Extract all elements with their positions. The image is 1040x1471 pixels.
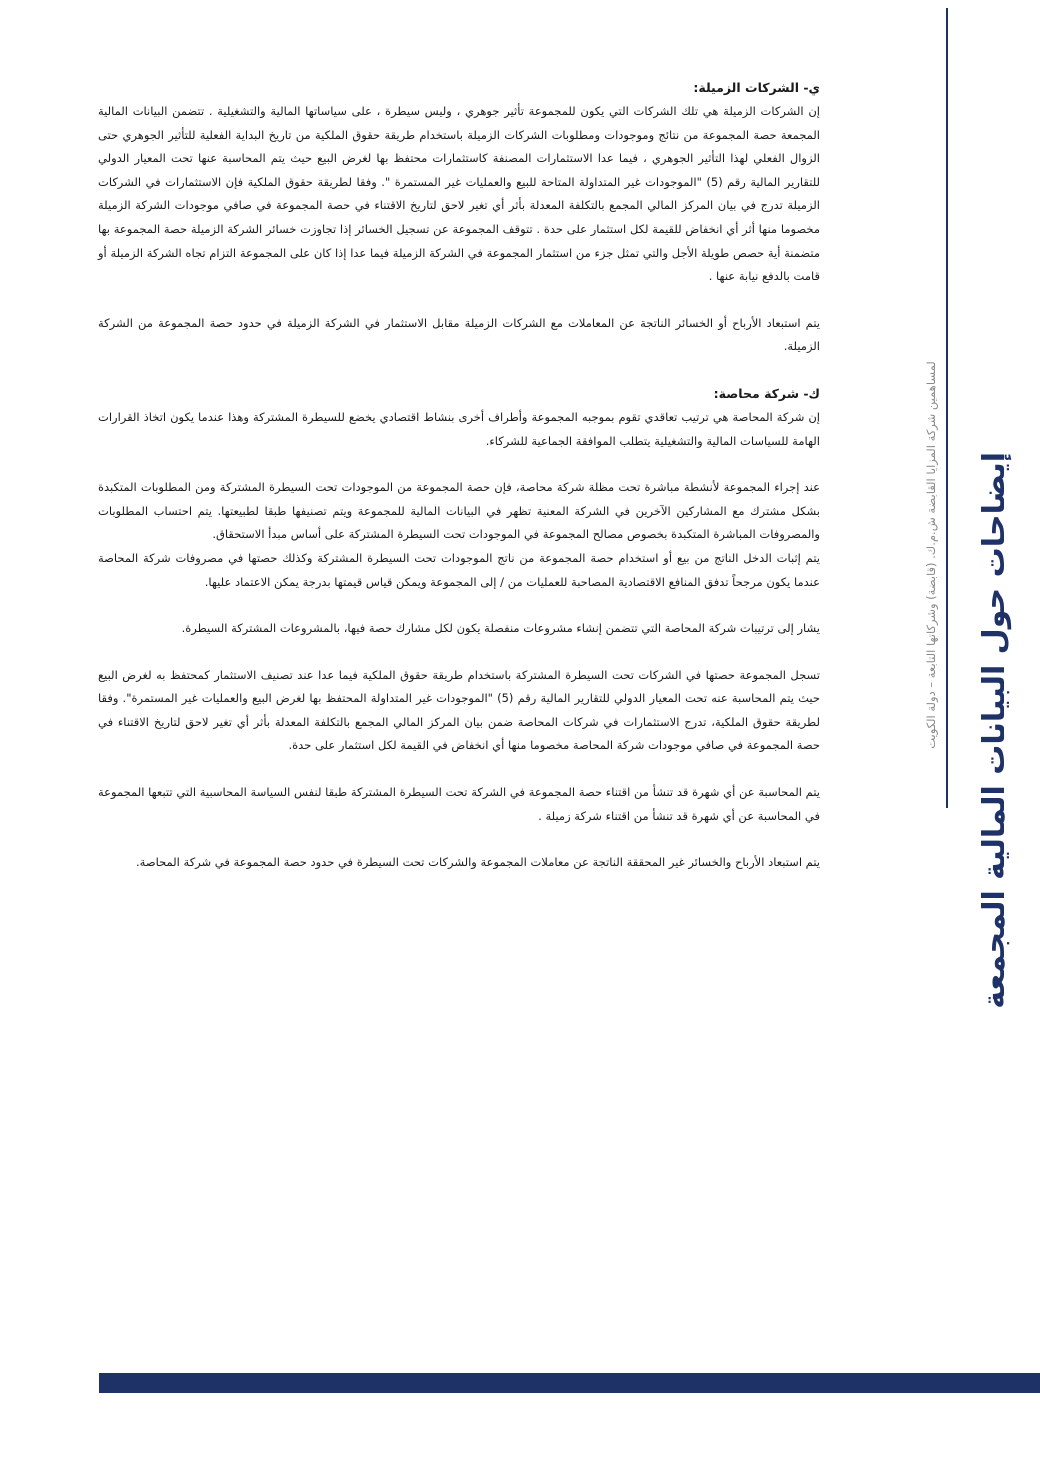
heading-associates: ي- الشركات الزميلة: xyxy=(693,80,820,95)
heading-joint-venture: ك- شركة محاصة: xyxy=(713,385,820,401)
paragraph-associates-1: إن الشركات الزميلة هي تلك الشركات التي يكون للمجموعة تأثير جوهري ، وليس سيطرة ، على سياساتها المالية والتشغيلية . تتضمن البيانات المالية المجمعة حصة المجموعة من نتائج وموجودات ومطلوبات الشركات الزميلة باستخدام طريقة حقوق الملكية من تاريخ البداية الفعلية للتأثير الجوهري حتى الزوال الفعلي لهذا التأثير الجوهري ، فيما عدا الاستثمارات المصنفة كاستثمارات محتفظ بها لغرض البيع حيث يتم المحاسبة عنها تحت المعيار الدولي للتقارير المالية رقم (5) "الموجودات غير المتداولة المتاحة للبيع والعمليات غير المستمرة ". وفقا لطريقة حقوق الملكية فإن الاستثمارات في الشركات الزميلة تدرج في بيان المركز المالي المجمع بالتكلفة المعدلة بأثر أي تغير لاحق لتاريخ الاقتناء في حصة المجموعة في صافي موجودات الشركة الزميلة مخصوما منها أثر أي انخفاض للقيمة لكل استثمار على حدة . تتوقف المجموعة عن تسجيل الخسائر إذا تجاوزت خسائر الشركة الزميلة حصة المجموعة بها متضمنة أية حصص طويلة الأجل والتي تمثل جزء من استثمار المجموعة في الشركة الزميلة فيما عدا إذا كان على المجموعة التزام تجاه الشركة الزميلة أو قامت بالدفع نيابة عنها . xyxy=(98,104,821,284)
paragraph-jv-6: يتم المحاسبة عن أي شهرة قد تنشأ من اقتناء حصة المجموعة في الشركة تحت السيطرة المشتركة طبقا لنفس السياسة المحاسبية التي تتبعها المجموعة في المحاسبة عن أي شهرة قد تنشأ من اقتناء شركة زميلة . xyxy=(98,785,820,823)
paragraph-jv-2: عند إجراء المجموعة لأنشطة مباشرة تحت مظلة شركة محاصة، فإن حصة المجموعة من الموجودات تحت السيطرة المشتركة ومن المطلوبات المتكبدة بشكل مشترك مع المشاركين الآخرين في الشركة المعنية تظهر في البيانات المالية للمجموعة ويتم تصنيفها طبقا لطبيعتها. يتم احتساب المطلوبات والمصروفات المباشرة المتكبدة بخصوص مصالح المجموعة في الموجودات تحت السيطرة المشتركة على أساس مبدأ الاستحقاق. xyxy=(98,480,820,542)
paragraph-jv-3: يتم إثبات الدخل الناتج من بيع أو استخدام حصة المجموعة من ناتج الموجودات تحت السيطرة المشتركة وكذلك حصتها في مصروفات شركة المحاصة عندما يكون مرجحاً تدفق المنافع الاقتصادية المصاحبة للعمليات من / إلى المجموعة ويمكن قياس قيمتها بدرجة يمكن الاعتماد عليها. xyxy=(98,550,820,589)
side-title: إيضاحات حول البيانات المالية المجمعة xyxy=(977,452,1012,1009)
side-title-container xyxy=(965,452,1025,1009)
paragraph-jv-5: تسجل المجموعة حصتها في الشركات تحت السيطرة المشتركة باستخدام طريقة حقوق الملكية فيما عدا عند تصنيف الاستثمار كمحتفظ به لغرض البيع حيث يتم المحاسبة عنه تحت المعيار الدولي للتقارير المالية رقم (5) "الموجودات غير المتداولة المحتفظ بها لغرض البيع والعمليات غير المستمرة". وفقا لطريقة حقوق الملكية، تدرج الاستثمارات في شركات المحاصة ضمن بيان المركز المالي المجمع بالتكلفة المعدلة بأثر أي تغير لاحق لتاريخ الاقتناء في حصة المجموعة في صافي موجودات شركة المحاصة مخصوما منها أي انخفاض في القيمة لكل استثمار على حدة. xyxy=(98,667,820,753)
section-joint-venture xyxy=(98,382,820,875)
paragraph-jv-1: إن شركة المحاصة هي ترتيب تعاقدي تقوم بموجبه المجموعة وأطراف أخرى بنشاط اقتصادي يخضع للسيطرة المشتركة وهذا عندما يكون اتخاذ القرارات الهامة للسياسات المالية والتشغيلية يتطلب الموافقة الجماعية للشركاء. xyxy=(98,409,820,448)
section-associates xyxy=(98,76,820,359)
side-vertical-rule xyxy=(946,8,948,808)
side-subtitle-container xyxy=(920,300,942,810)
side-subtitle: لمساهمين شركة المزايا القابضة ش.م.ك. (قابضة) وشركاتها التابعة – دولة الكويت xyxy=(924,361,938,749)
paragraph-jv-7: يتم استبعاد الأرباح والخسائر غير المحققة الناتجة عن معاملات المجموعة والشركات تحت السيطرة في حدود حصة المجموعة في شركة المحاصة. xyxy=(136,855,820,870)
footer-bar xyxy=(99,1373,1040,1393)
paragraph-associates-2: يتم استبعاد الأرباح أو الخسائر الناتجة عن المعاملات مع الشركات الزميلة مقابل الاستثمار في الشركة الزميلة في حدود حصة المجموعة من الشركة الزميلة. xyxy=(98,315,820,354)
paragraph-jv-4: يشار إلى ترتيبات شركة المحاصة التي تتضمن إنشاء مشروعات منفصلة يكون لكل مشارك حصة فيها، بالمشروعات المشتركة السيطرة. xyxy=(181,621,820,636)
document-body xyxy=(98,76,820,898)
